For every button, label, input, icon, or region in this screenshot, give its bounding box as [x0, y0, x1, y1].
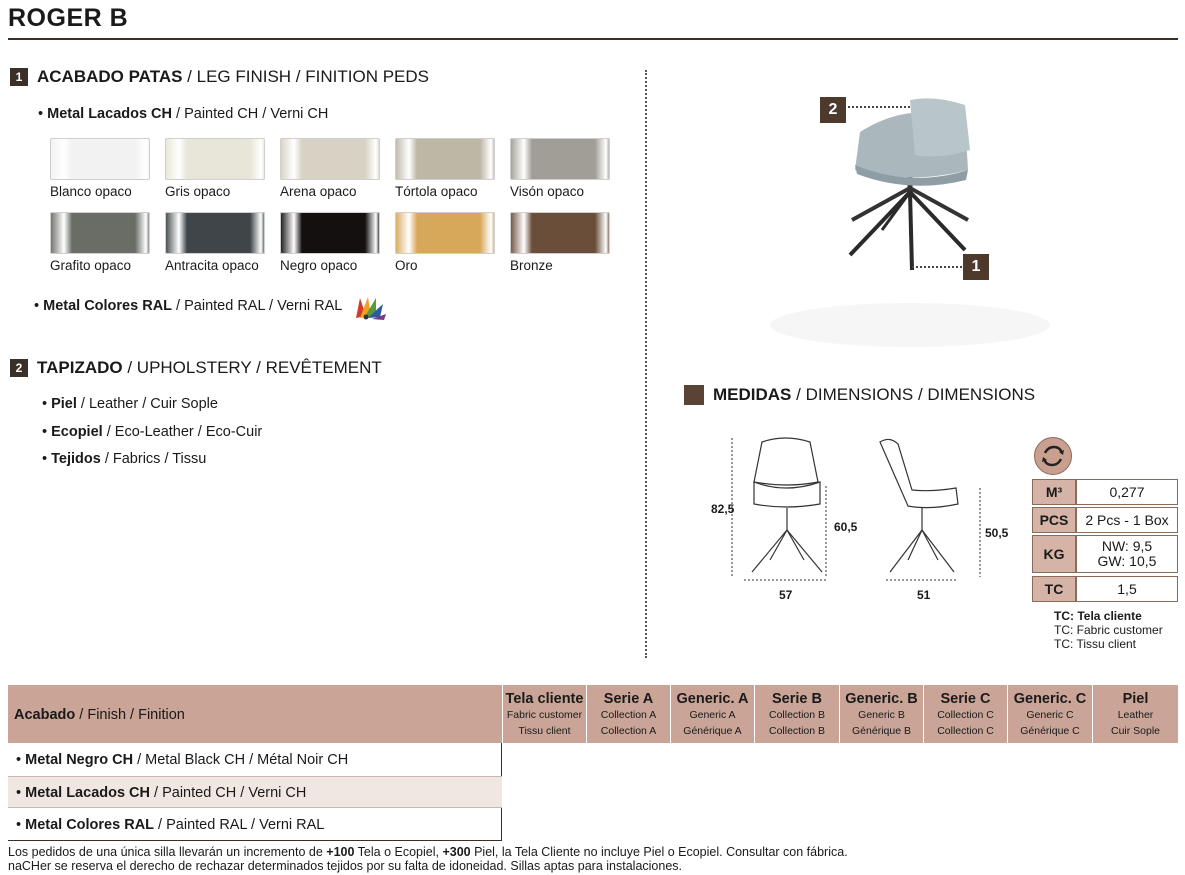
swatch-label: Tórtola opaco	[395, 184, 478, 199]
section-number: 2	[10, 359, 28, 377]
upholstery-heading: 2 TAPIZADO / UPHOLSTERY / REVÊTEMENT	[10, 358, 382, 378]
callout-line	[912, 266, 962, 268]
swatch-color	[165, 138, 265, 180]
lacados-label: • Metal Lacados CH / Painted CH / Verni CH	[38, 106, 329, 122]
swatch-color	[510, 212, 610, 254]
side-depth-label: 51	[917, 588, 931, 602]
price-column-header: Piel Leather Cuir Sople	[1092, 685, 1178, 743]
footer-note: Los pedidos de una única silla llevarán un incremento de +100 Tela o Ecopiel, +300 Piel, la Tela Cliente no incluye Piel o Ecopiel. Consultar con fábrica.	[8, 845, 848, 859]
price-column-header: Serie C Collection C Collection C	[923, 685, 1007, 743]
swatch-label: Antracita opaco	[165, 258, 259, 273]
dimension-drawings	[700, 430, 1020, 610]
spec-label: TC	[1032, 576, 1076, 602]
callout-badge-seat: 2	[820, 97, 846, 123]
finish-row: • Metal Negro CH / Metal Black CH / Métal Noir CH	[16, 752, 349, 768]
column-divider	[645, 70, 647, 658]
swatch-label: Bronze	[510, 258, 553, 273]
swatch-color	[280, 138, 380, 180]
title-divider	[8, 38, 1178, 40]
chair-photo	[760, 70, 1060, 360]
rotate-icon	[1034, 437, 1072, 475]
seat-height-label: 60,5	[834, 520, 858, 534]
swatch-label: Negro opaco	[280, 258, 358, 273]
section-number: 1	[10, 68, 28, 86]
swatch-label: Gris opaco	[165, 184, 231, 199]
ral-color-fan-icon	[352, 292, 388, 322]
finish-row: • Metal Lacados CH / Painted CH / Verni CH	[16, 785, 307, 801]
upholstery-item: • Tejidos / Fabrics / Tissu	[42, 451, 207, 467]
spec-label: M³	[1032, 479, 1076, 505]
spec-label: PCS	[1032, 507, 1076, 533]
swatch-color	[395, 138, 495, 180]
front-height-label: 82,5	[711, 502, 735, 516]
tc-note: TC: Tela cliente TC: Fabric customer TC: Tissu client	[1054, 609, 1163, 651]
front-width-label: 57	[779, 588, 793, 602]
swatch-label: Arena opaco	[280, 184, 357, 199]
spec-label: KG	[1032, 535, 1076, 573]
spec-value: NW: 9,5 GW: 10,5	[1076, 535, 1178, 573]
price-column-header: Generic. C Generic C Générique C	[1007, 685, 1092, 743]
price-column-header: Serie A Collection A Collection A	[586, 685, 670, 743]
upholstery-item: • Ecopiel / Eco-Leather / Eco-Cuir	[42, 424, 263, 440]
swatch-color	[510, 138, 610, 180]
footer-disclaimer: naCHer se reserva el derecho de rechazar determinados tejidos por su falta de idoneidad. Sillas aptas para instalaciones.	[8, 859, 682, 873]
callout-badge-legs: 1	[963, 254, 989, 280]
swatch-label: Blanco opaco	[50, 184, 132, 199]
swatch-label: Oro	[395, 258, 418, 273]
page-title: ROGER B	[8, 4, 129, 32]
swatch-color	[50, 212, 150, 254]
swatch-label: Visón opaco	[510, 184, 585, 199]
price-column-header: Generic. B Generic B Générique B	[839, 685, 923, 743]
table-bottom-rule	[8, 840, 502, 841]
swatch-color	[50, 138, 150, 180]
side-height-label: 50,5	[985, 526, 1009, 540]
finish-row: • Metal Colores RAL / Painted RAL / Verni RAL	[16, 817, 325, 833]
upholstery-item: • Piel / Leather / Cuir Sople	[42, 396, 218, 412]
price-column-header: Serie B Collection B Collection B	[754, 685, 839, 743]
spec-value: 1,5	[1076, 576, 1178, 602]
price-column-header: Generic. A Generic A Générique A	[670, 685, 754, 743]
ral-label: • Metal Colores RAL / Painted RAL / Verni RAL	[34, 298, 343, 314]
spec-value: 2 Pcs - 1 Box	[1076, 507, 1178, 533]
swatch-color	[280, 212, 380, 254]
price-column-header: Tela cliente Fabric customer Tissu client	[502, 685, 586, 743]
callout-line	[848, 106, 910, 108]
leg-finish-heading: 1 ACABADO PATAS / LEG FINISH / FINITION PEDS	[10, 67, 429, 87]
swatch-label: Grafito opaco	[50, 258, 132, 273]
swatch-color	[395, 212, 495, 254]
finish-column-header: Acabado / Finish / Finition	[14, 707, 185, 723]
swatch-color	[165, 212, 265, 254]
spec-value: 0,277	[1076, 479, 1178, 505]
dimensions-heading: MEDIDAS / DIMENSIONS / DIMENSIONS	[684, 385, 1035, 405]
